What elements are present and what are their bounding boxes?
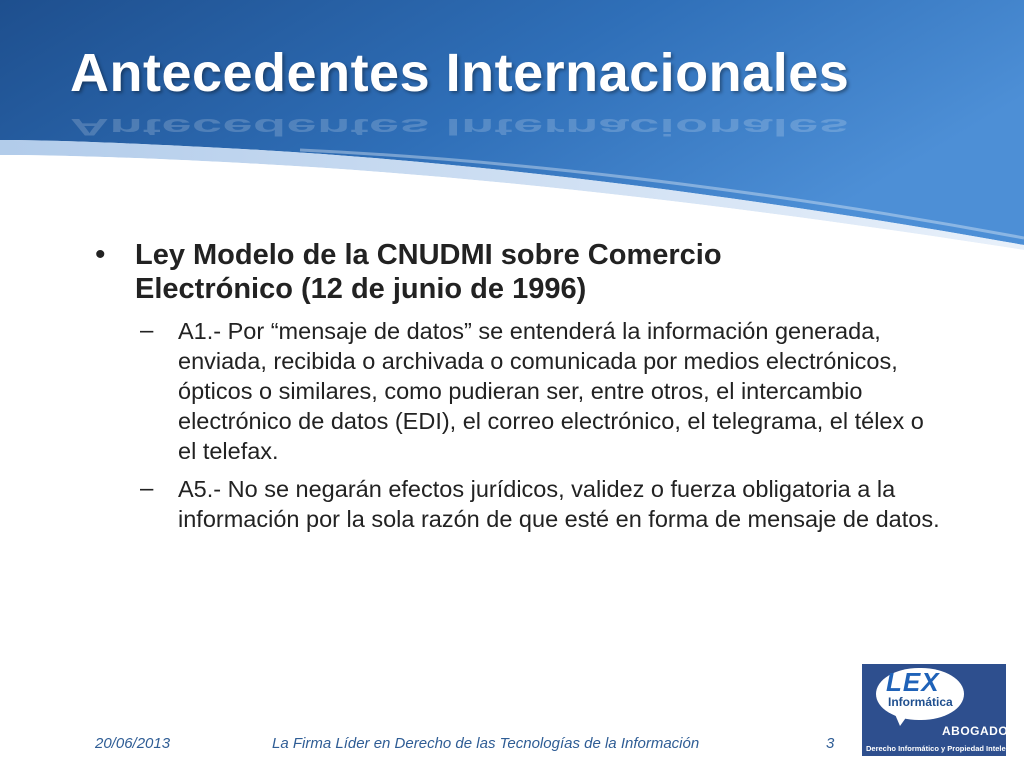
sub-bullet-item (140, 474, 955, 534)
footer-date: 20/06/2013 (95, 735, 171, 752)
bullet-item (95, 238, 955, 306)
slide-content (95, 238, 955, 542)
speech-bubble-tail (894, 712, 910, 726)
logo-informatica-text: Informática (888, 695, 953, 709)
sub-bullet-marker: – (140, 475, 154, 502)
sub-bullet-text: A5.- No se negarán efectos jurídicos, validez o fuerza obligatoria a la información por la sola razón de que esté en forma de mensaje de datos. (178, 476, 940, 532)
lex-logo (862, 664, 1024, 756)
page-number: 3 (826, 735, 835, 752)
bullet-text: Ley Modelo de la CNUDMI sobre Comercio Electrónico (12 de junio de 1996) (135, 239, 722, 305)
footer-tagline: La Firma Líder en Derecho de las Tecnologías de la Información (272, 735, 700, 752)
sub-bullet-text: A1.- Por “mensaje de datos” se entenderá la información generada, enviada, recibida o archivada o comunicada por medios electrónicos, ópticos o similares, como pudieran ser, entre otros, el intercambio electrónico de datos (EDI), el correo electrónico, el telegrama, el télex o el telefax. (178, 318, 924, 464)
sub-bullet-item (140, 316, 955, 466)
logo-abogados-text: ABOGADOS (942, 724, 1017, 738)
sub-bullet-list (140, 316, 955, 534)
sub-bullet-marker: – (140, 317, 154, 344)
logo-lex-text: LEX (886, 667, 940, 697)
bullet-marker: • (95, 238, 106, 271)
slide-title-reflection: Antecedentes Internacionales (70, 113, 850, 141)
slide-title: Antecedentes Internacionales (70, 43, 850, 103)
logo-tagline-text: Derecho Informático y Propiedad Intelectual (866, 744, 1024, 753)
